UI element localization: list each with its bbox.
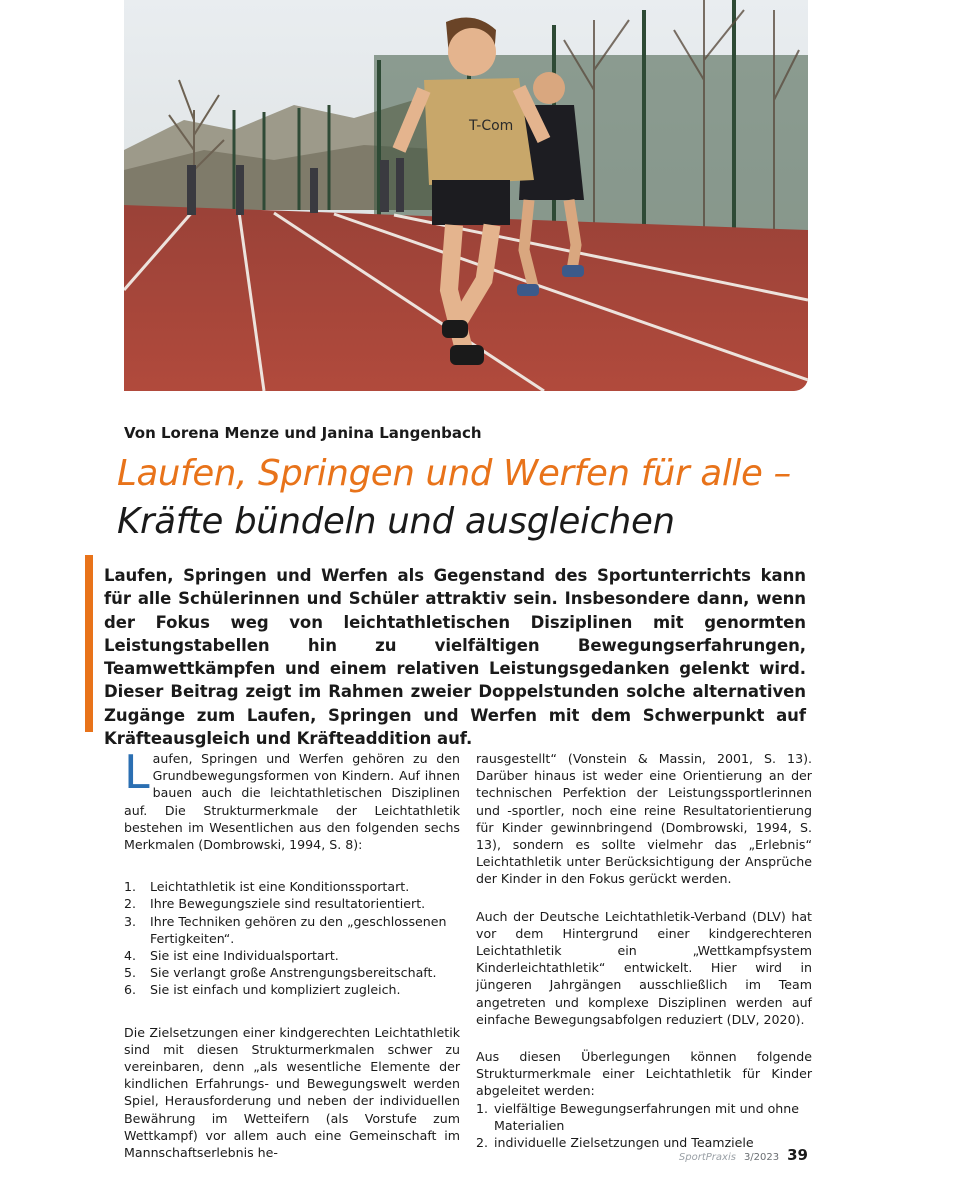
list-text: vielfältige Bewegungserfahrungen mit und ohne Materialien <box>494 1100 799 1133</box>
list-item <box>124 981 460 998</box>
list-item <box>124 947 460 964</box>
drop-cap: L <box>124 745 150 799</box>
list-item <box>476 1100 812 1134</box>
body-column-right <box>476 750 812 1151</box>
shirt-text: T-Com <box>469 118 514 134</box>
intro-paragraph <box>124 745 460 853</box>
lead-paragraph: Laufen, Springen und Werfen als Gegenstand des Sportunterrichts kann für alle Schülerinnen und Schüler attraktiv sein. Insbesondere dann, wenn der Fokus weg von leichtathletischen Disziplinen mit genormten Leistungstabellen hin zu vielfältigen Bewegungserfahrungen, Teamwettkämpfen und einem relativen Leistungsgedanken gelenkt wird. Dieser Beitrag zeigt im Rahmen zweier Doppelstunden solche alternativen Zugänge zum Laufen, Springen und Werfen mit dem Schwerpunkt auf Kräfteausgleich und Kräfteaddition auf. <box>104 566 806 749</box>
paragraph: Aus diesen Überlegungen können folgende Strukturmerkmale einer Leichtathletik für Kinder abgeleitet werden: <box>476 1049 812 1099</box>
list-item <box>124 964 460 981</box>
list-item <box>124 895 460 912</box>
title-line-2: Kräfte bündeln und ausgleichen <box>117 501 675 542</box>
title-line-1: Laufen, Springen und Werfen für alle – <box>117 453 791 494</box>
list-number: 2. <box>476 1135 489 1151</box>
list-number: 4. <box>124 948 137 964</box>
list-number: 1. <box>124 879 137 895</box>
page-number: 39 <box>787 1146 808 1164</box>
list-number: 5. <box>124 965 137 981</box>
list-item <box>124 878 460 895</box>
list-text: Leichtathletik ist eine Konditionssportart. <box>150 879 410 895</box>
list-number: 1. <box>476 1100 489 1116</box>
child-features-list <box>476 1100 812 1152</box>
issue-number: 3/2023 <box>743 1152 780 1163</box>
list-text: Ihre Bewegungsziele sind resultatorientiert. <box>150 896 426 912</box>
list-item <box>124 913 460 947</box>
list-text: Sie ist eine Individualsportart. <box>150 948 339 964</box>
lead-accent-bar <box>85 555 93 732</box>
magazine-name: SportPraxis <box>678 1152 736 1163</box>
list-text: Sie verlangt große Anstrengungsbereitschaft. <box>150 965 437 981</box>
list-text: Ihre Techniken gehören zu den „geschlossenen Fertigkeiten“. <box>150 913 447 946</box>
list-text: Sie ist einfach und kompliziert zugleich. <box>150 982 401 998</box>
paragraph: rausgestellt“ (Vonstein & Massin, 2001, S. 13). Darüber hinaus ist weder eine Orientierung an der technischen Perfektion der Leistungssportlerinnen und -sportler, noch eine reine Resultatorientierung für Kinder gewinnbringend (Dombrowski, 1994, S. 13), sondern es sollte vielmehr das „Erlebnis“ Leichtathletik unter Berücksichtigung der Ansprüche der Kinder in den Fokus gerückt werden. <box>476 751 812 887</box>
page-footer <box>679 1146 808 1164</box>
list-number: 3. <box>124 913 137 929</box>
list-number: 6. <box>124 982 137 998</box>
structure-features-list <box>124 878 460 998</box>
byline: Von Lorena Menze und Janina Langenbach <box>124 424 482 442</box>
list-number: 2. <box>124 896 137 912</box>
intro-text: aufen, Springen und Werfen gehören zu den Grundbewegungsformen von Kindern. Auf ihnen bauen auch die leichtathletischen Disziplinen auf. Die Strukturmerkmale der Leichtathletik bestehen im Wesentlichen aus den folgenden sechs Merkmalen (Dombrowski, 1994, S. 8): <box>124 751 460 853</box>
running-track-illustration <box>124 0 808 391</box>
paragraph: Auch der Deutsche Leichtathletik-Verband (DLV) hat vor dem Hintergrund einer kindgerechteren Leichtathletik ein „Wettkampfsystem Kinderleichtathletik“ entwickelt. Hier wird in jüngeren Jahrgängen ausschließlich im Team angetreten und komplexe Disziplinen werden auf einfache Bewegungsabfolgen reduziert (DLV, 2020). <box>476 908 812 1027</box>
paragraph: Die Zielsetzungen einer kindgerechten Leichtathletik sind mit diesen Strukturmerkmalen schwer zu vereinbaren, denn „als wesentliche Elemente der kindlichen Erfahrungs- und Bewegungswelt werden Spiel, Herausforderung und neben der individuellen Bewährung im Wetteifern (als Vorstufe zum Wettkampf) vor allem auch eine Gemeinschaft im Mannschaftserlebnis he- <box>124 1024 460 1161</box>
hero-photo <box>124 0 808 391</box>
body-column-left <box>124 745 460 1161</box>
article-title <box>117 450 791 546</box>
list-text: individuelle Zielsetzungen und Teamziele <box>494 1135 754 1151</box>
